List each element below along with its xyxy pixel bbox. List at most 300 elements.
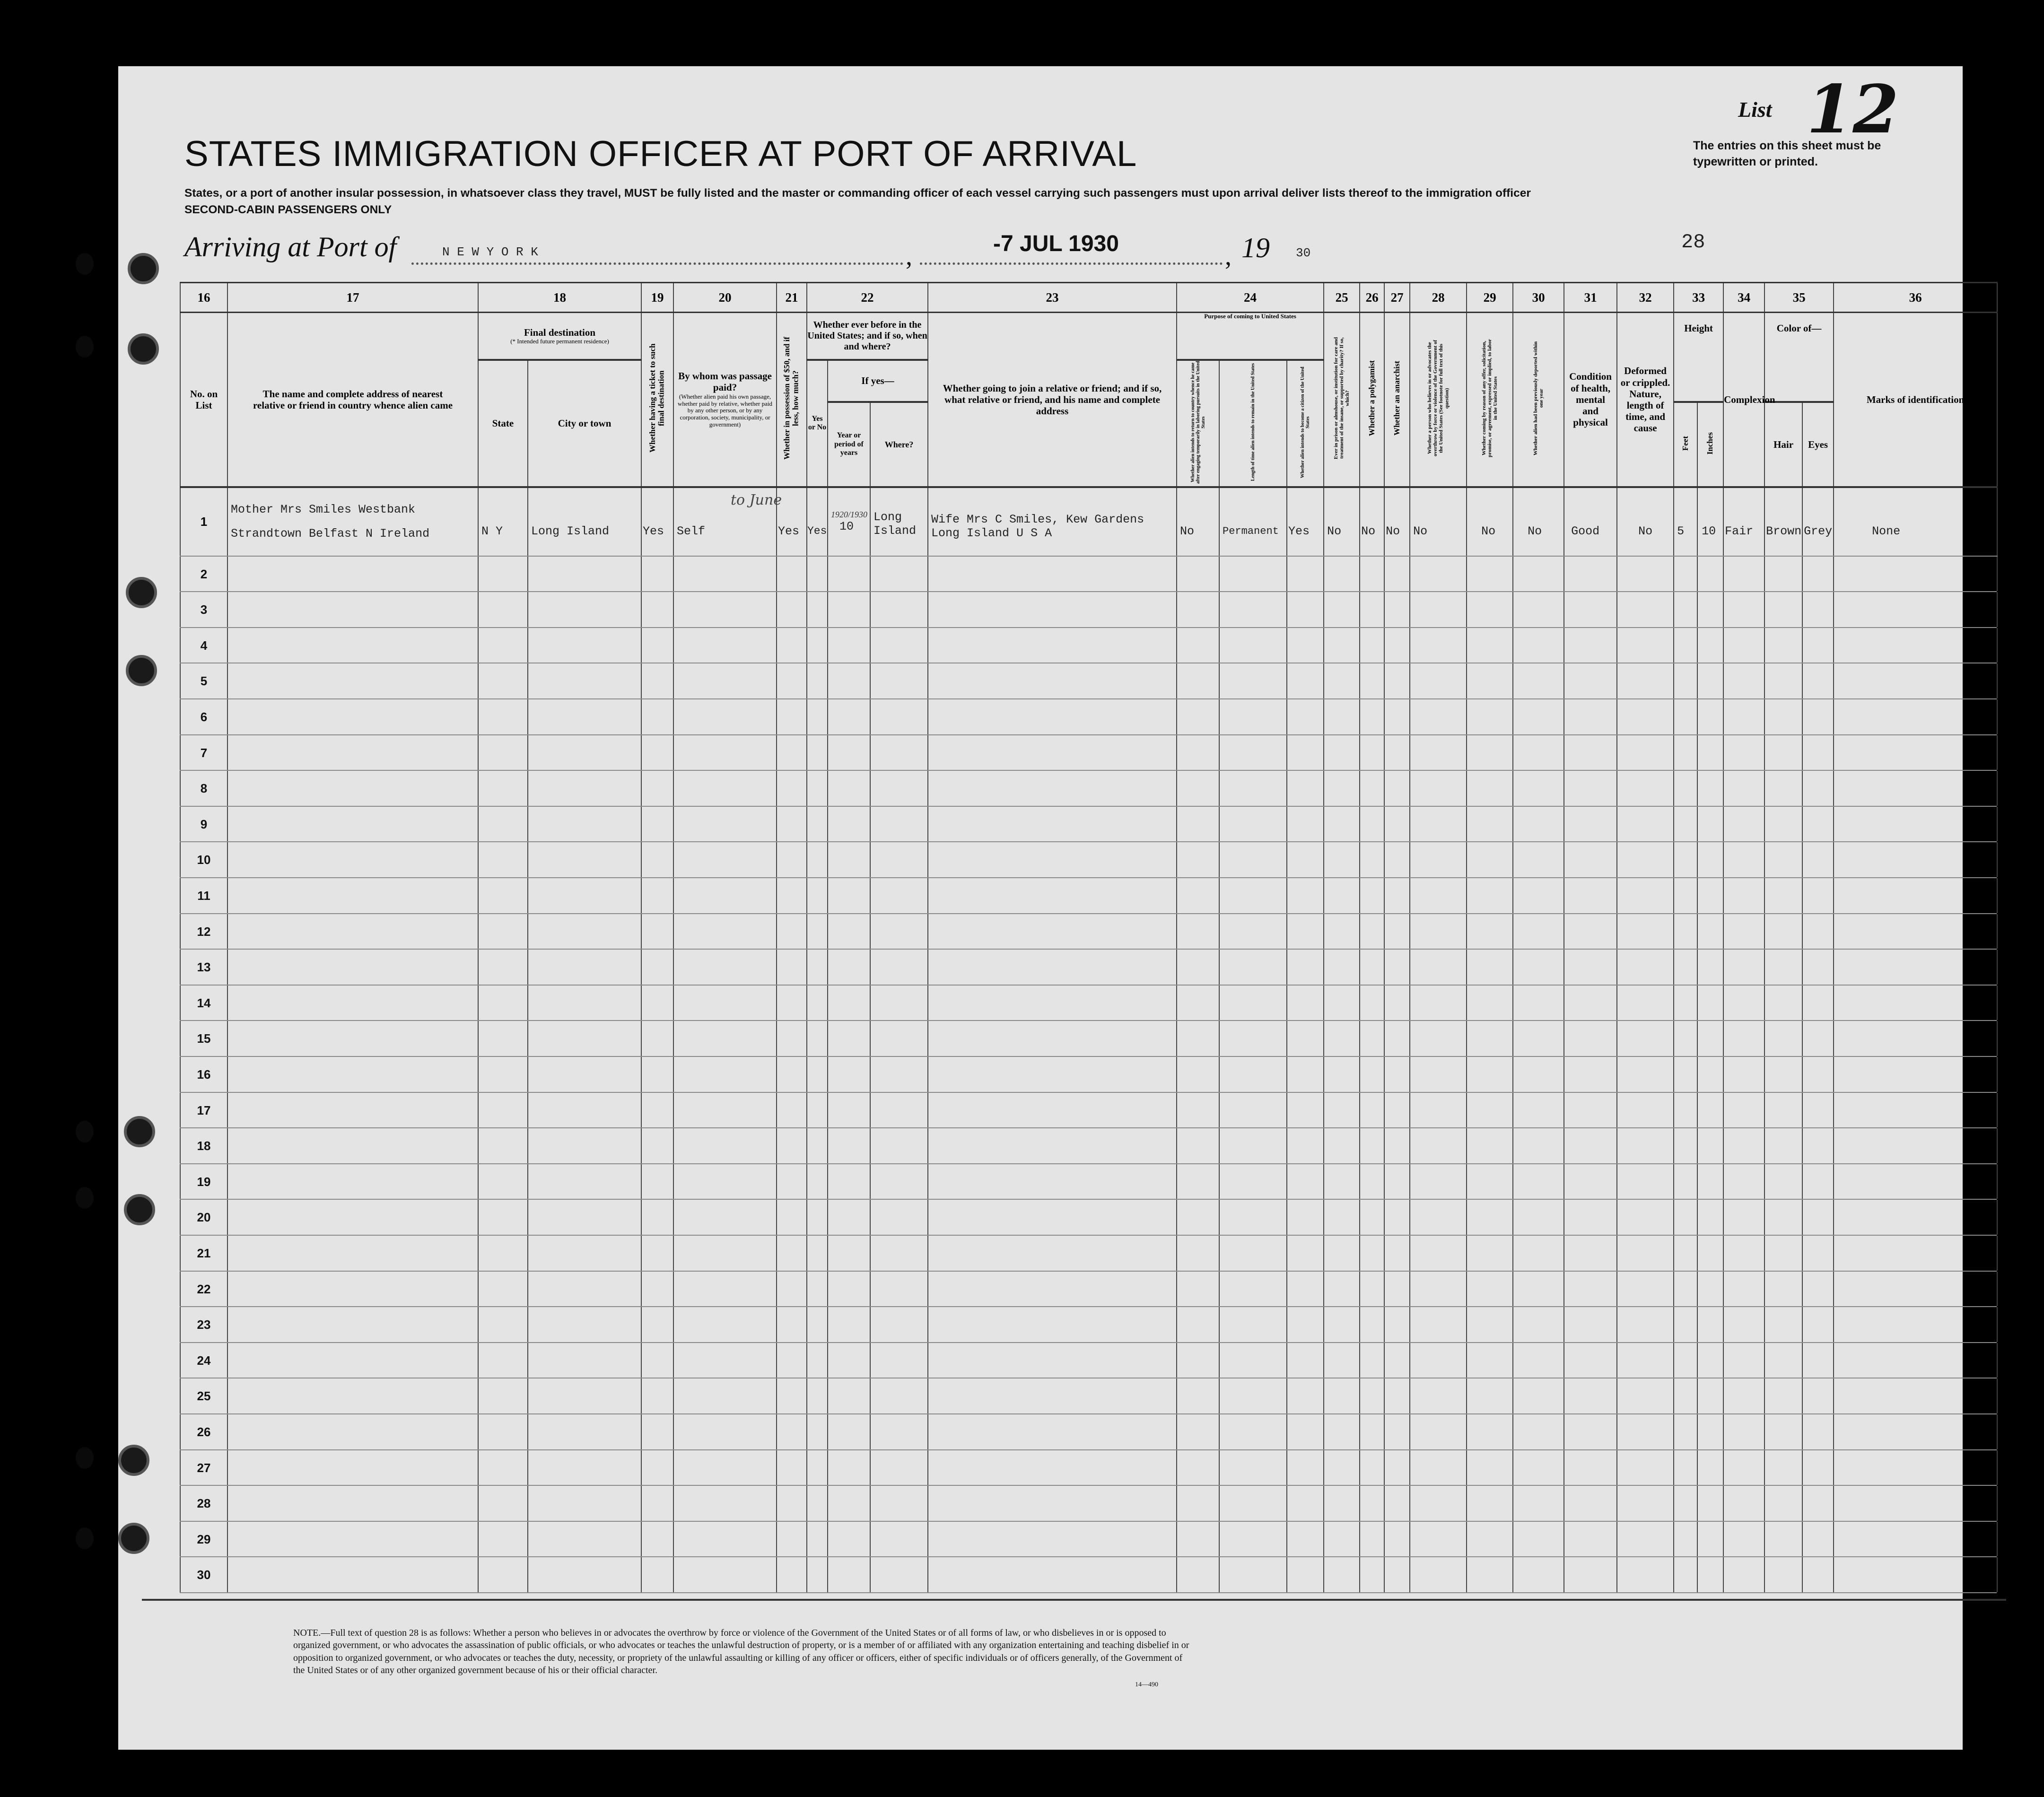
table-cell bbox=[1409, 1343, 1466, 1378]
table-row bbox=[180, 628, 1997, 664]
health-cell: Good bbox=[1564, 487, 1617, 556]
table-cell bbox=[1466, 1200, 1512, 1235]
table-cell bbox=[1219, 663, 1286, 698]
table-cell bbox=[806, 950, 827, 985]
table-row bbox=[180, 1200, 1997, 1236]
table-cell bbox=[1616, 663, 1673, 698]
table-cell bbox=[1219, 950, 1286, 985]
table-cell bbox=[1466, 1343, 1512, 1378]
table-cell bbox=[870, 1450, 927, 1485]
header-overthrow: Whether a person who believes in or advocates the overthrow by force or violence of the Government of the United States (See footnote for full text of this question) bbox=[1410, 313, 1467, 487]
table-cell bbox=[1802, 1522, 1833, 1557]
table-cell bbox=[1723, 1343, 1764, 1378]
table-row bbox=[180, 1057, 1997, 1093]
table-cell bbox=[1564, 1128, 1616, 1163]
table-cell bbox=[527, 1378, 641, 1413]
row-end-border bbox=[1997, 1057, 1998, 1092]
header-join-relative: Whether going to join a relative or friend; and if so, what relative or friend, and his name and complete address bbox=[928, 313, 1177, 487]
column-number: 34 bbox=[1723, 283, 1764, 313]
table-cell bbox=[1359, 771, 1384, 806]
table-cell bbox=[673, 1450, 776, 1485]
table-cell bbox=[1286, 878, 1323, 913]
table-cell bbox=[1512, 986, 1564, 1021]
table-cell bbox=[227, 1450, 478, 1485]
table-cell bbox=[1723, 1522, 1764, 1557]
table-cell bbox=[1286, 1021, 1323, 1056]
table-cell bbox=[806, 735, 827, 770]
table-cell bbox=[1673, 1272, 1697, 1307]
table-cell bbox=[1359, 1272, 1384, 1307]
table-cell bbox=[641, 592, 673, 627]
table-cell bbox=[227, 1200, 478, 1235]
row-number: 7 bbox=[180, 735, 227, 770]
table-cell bbox=[1466, 807, 1512, 842]
table-cell bbox=[1359, 807, 1384, 842]
table-cell bbox=[1219, 735, 1286, 770]
header-anarchist: Whether an anarchist bbox=[1384, 313, 1410, 487]
table-cell bbox=[776, 1307, 806, 1342]
table-cell bbox=[1564, 914, 1616, 949]
table-cell bbox=[1409, 1450, 1466, 1485]
q30-cell: No bbox=[1513, 487, 1564, 556]
table-cell bbox=[1616, 1343, 1673, 1378]
table-cell bbox=[1409, 1236, 1466, 1271]
table-cell bbox=[927, 1057, 1176, 1092]
table-cell bbox=[1564, 1093, 1616, 1128]
table-cell bbox=[673, 842, 776, 877]
row-end-border bbox=[1997, 628, 1998, 663]
row-end-border bbox=[1997, 1414, 1998, 1449]
table-cell bbox=[870, 557, 927, 592]
row-end-border bbox=[1997, 1128, 1998, 1163]
table-cell bbox=[870, 735, 927, 770]
table-cell bbox=[1802, 1272, 1833, 1307]
table-cell bbox=[1512, 807, 1564, 842]
table-cell bbox=[1286, 1557, 1323, 1592]
table-cell bbox=[1286, 699, 1323, 734]
table-cell bbox=[1359, 1307, 1384, 1342]
table-cell bbox=[1219, 1200, 1286, 1235]
relative-line-1: Mother Mrs Smiles Westbank bbox=[231, 503, 416, 517]
table-cell bbox=[1697, 1200, 1723, 1235]
table-cell bbox=[1764, 1414, 1802, 1449]
row-number: 26 bbox=[180, 1414, 227, 1449]
table-cell bbox=[1176, 1057, 1219, 1092]
table-cell bbox=[527, 628, 641, 663]
header-city: City or town bbox=[528, 360, 641, 487]
table-cell bbox=[1673, 1307, 1697, 1342]
table-cell bbox=[1359, 735, 1384, 770]
table-cell bbox=[1764, 1200, 1802, 1235]
table-cell bbox=[927, 628, 1176, 663]
table-cell bbox=[641, 1557, 673, 1592]
table-cell bbox=[1219, 914, 1286, 949]
table-cell bbox=[1723, 592, 1764, 627]
table-row bbox=[180, 1522, 1997, 1558]
table-cell bbox=[1673, 842, 1697, 877]
table-cell bbox=[1409, 950, 1466, 985]
table-cell bbox=[1564, 1486, 1616, 1521]
table-cell bbox=[1466, 628, 1512, 663]
table-cell bbox=[227, 914, 478, 949]
table-row bbox=[180, 914, 1997, 950]
table-cell bbox=[1176, 699, 1219, 734]
table-cell bbox=[527, 842, 641, 877]
table-cell bbox=[1673, 986, 1697, 1021]
table-cell bbox=[673, 1486, 776, 1521]
ticket-cell: Yes bbox=[641, 487, 673, 556]
table-cell bbox=[1323, 1414, 1359, 1449]
table-cell bbox=[806, 557, 827, 592]
table-cell bbox=[1176, 1557, 1219, 1592]
table-cell bbox=[1466, 1557, 1512, 1592]
table-cell bbox=[673, 1057, 776, 1092]
table-cell bbox=[827, 986, 870, 1021]
table-cell bbox=[806, 1307, 827, 1342]
table-cell bbox=[1673, 557, 1697, 592]
table-cell bbox=[1286, 842, 1323, 877]
table-cell bbox=[1286, 1272, 1323, 1307]
table-cell bbox=[1764, 914, 1802, 949]
table-cell bbox=[1697, 628, 1723, 663]
table-cell bbox=[673, 1378, 776, 1413]
table-cell bbox=[1616, 1200, 1673, 1235]
table-cell bbox=[827, 1164, 870, 1199]
table-cell bbox=[776, 1272, 806, 1307]
table-cell bbox=[527, 1272, 641, 1307]
table-cell bbox=[1673, 1522, 1697, 1557]
table-cell bbox=[827, 592, 870, 627]
table-row bbox=[180, 1450, 1997, 1486]
header-height: Height bbox=[1674, 313, 1723, 402]
table-cell bbox=[1384, 1414, 1409, 1449]
row-end-border bbox=[1997, 1272, 1998, 1307]
column-number: 31 bbox=[1564, 283, 1617, 313]
row-number: 8 bbox=[180, 771, 227, 806]
table-cell bbox=[1323, 1021, 1359, 1056]
table-cell bbox=[1512, 1057, 1564, 1092]
year-suffix: 30 bbox=[1296, 246, 1311, 260]
table-row bbox=[180, 735, 1997, 771]
header-no-on-list: No. on List bbox=[180, 313, 227, 487]
row-end-border bbox=[1997, 914, 1998, 949]
row-end-border bbox=[1997, 557, 1998, 592]
table-cell bbox=[1323, 628, 1359, 663]
class-line: SECOND-CABIN PASSENGERS ONLY bbox=[184, 203, 392, 216]
table-cell bbox=[1564, 735, 1616, 770]
table-cell bbox=[1723, 1164, 1764, 1199]
table-cell bbox=[1833, 1522, 1997, 1557]
table-cell bbox=[1697, 699, 1723, 734]
table-row bbox=[180, 699, 1997, 735]
table-cell bbox=[1219, 557, 1286, 592]
table-cell bbox=[227, 986, 478, 1021]
table-cell bbox=[1409, 592, 1466, 627]
table-cell bbox=[478, 557, 527, 592]
header-if-yes: If yes— bbox=[828, 360, 928, 402]
table-cell bbox=[1384, 1200, 1409, 1235]
table-cell bbox=[1833, 807, 1997, 842]
table-cell bbox=[1359, 1236, 1384, 1271]
table-cell bbox=[1833, 771, 1997, 806]
table-cell bbox=[1286, 592, 1323, 627]
table-cell bbox=[927, 1486, 1176, 1521]
table-row bbox=[180, 842, 1997, 878]
table-cell bbox=[1616, 914, 1673, 949]
table-cell bbox=[1323, 771, 1359, 806]
table-cell bbox=[1384, 986, 1409, 1021]
table-cell bbox=[227, 735, 478, 770]
table-cell bbox=[827, 1236, 870, 1271]
table-cell bbox=[1764, 735, 1802, 770]
table-cell bbox=[1616, 1522, 1673, 1557]
table-cell bbox=[827, 735, 870, 770]
table-cell bbox=[1802, 1164, 1833, 1199]
table-cell bbox=[478, 1450, 527, 1485]
column-number: 24 bbox=[1177, 283, 1324, 313]
table-cell bbox=[1359, 878, 1384, 913]
table-cell bbox=[870, 1200, 927, 1235]
table-cell bbox=[1833, 1057, 1997, 1092]
table-cell bbox=[1286, 950, 1323, 985]
table-cell bbox=[827, 950, 870, 985]
punch-hole bbox=[118, 1523, 149, 1554]
table-cell bbox=[1697, 1343, 1723, 1378]
table-cell bbox=[1723, 1236, 1764, 1271]
table-cell bbox=[1512, 663, 1564, 698]
table-cell bbox=[806, 1414, 827, 1449]
table-cell bbox=[1697, 1128, 1723, 1163]
table-cell bbox=[1697, 1307, 1723, 1342]
row-end-border bbox=[1997, 1021, 1998, 1056]
table-cell bbox=[870, 950, 927, 985]
relative-address-cell bbox=[227, 487, 478, 556]
table-cell bbox=[1564, 986, 1616, 1021]
table-cell bbox=[1833, 1343, 1997, 1378]
table-cell bbox=[1176, 1128, 1219, 1163]
table-cell bbox=[1764, 1128, 1802, 1163]
punch-hole bbox=[118, 1445, 149, 1476]
row-number: 10 bbox=[180, 842, 227, 877]
row-end-border bbox=[1997, 1236, 1998, 1271]
table-cell bbox=[1802, 699, 1833, 734]
table-cell bbox=[776, 1128, 806, 1163]
table-cell bbox=[673, 1093, 776, 1128]
table-cell bbox=[1802, 842, 1833, 877]
table-cell bbox=[1409, 1414, 1466, 1449]
table-cell bbox=[1616, 986, 1673, 1021]
table-cell bbox=[1409, 1200, 1466, 1235]
table-cell bbox=[1512, 1093, 1564, 1128]
comma-1: , bbox=[906, 242, 912, 271]
table-cell bbox=[776, 663, 806, 698]
table-cell bbox=[1359, 628, 1384, 663]
form-number: 14—490 bbox=[1135, 1681, 1158, 1688]
table-cell bbox=[776, 878, 806, 913]
binder-hole bbox=[76, 1447, 94, 1469]
table-cell bbox=[827, 807, 870, 842]
table-cell bbox=[673, 592, 776, 627]
table-cell bbox=[1323, 663, 1359, 698]
row-number: 2 bbox=[180, 557, 227, 592]
hair-cell: Brown bbox=[1764, 487, 1802, 556]
header-yes-no: Yes or No bbox=[807, 360, 828, 487]
table-cell bbox=[641, 986, 673, 1021]
row-number: 9 bbox=[180, 807, 227, 842]
table-cell bbox=[1219, 628, 1286, 663]
table-row bbox=[180, 1378, 1997, 1414]
row-number: 4 bbox=[180, 628, 227, 663]
table-cell bbox=[1723, 986, 1764, 1021]
table-cell bbox=[806, 878, 827, 913]
table-cell bbox=[927, 557, 1176, 592]
table-cell bbox=[870, 628, 927, 663]
entries-note: The entries on this sheet must be typewritten or printed. bbox=[1693, 139, 1881, 168]
table-cell bbox=[1384, 914, 1409, 949]
table-cell bbox=[827, 1450, 870, 1485]
table-cell bbox=[673, 628, 776, 663]
table-cell bbox=[870, 1128, 927, 1163]
table-cell bbox=[1323, 1450, 1359, 1485]
table-cell bbox=[227, 842, 478, 877]
table-cell bbox=[806, 1057, 827, 1092]
table-cell bbox=[1359, 1057, 1384, 1092]
table-cell bbox=[1697, 1486, 1723, 1521]
table-cell bbox=[478, 1378, 527, 1413]
table-cell bbox=[1359, 592, 1384, 627]
table-cell bbox=[1286, 1057, 1323, 1092]
table-cell bbox=[478, 1093, 527, 1128]
table-cell bbox=[806, 1522, 827, 1557]
table-cell bbox=[1673, 950, 1697, 985]
column-number-row bbox=[180, 283, 1997, 313]
table-cell bbox=[1466, 1307, 1512, 1342]
header-feet: Feet bbox=[1674, 402, 1697, 487]
table-cell bbox=[673, 735, 776, 770]
table-cell bbox=[1219, 592, 1286, 627]
port-underline bbox=[411, 262, 903, 265]
table-cell bbox=[1359, 1128, 1384, 1163]
table-cell bbox=[1466, 1093, 1512, 1128]
instruction-text: States, or a port of another insular possession, in whatsoever class they travel, MUST be fully listed and the master or commanding officer of each vessel carrying such passengers must upon arrival deliver lists thereof to the immigration officer bbox=[184, 187, 1531, 200]
table-cell bbox=[1323, 1057, 1359, 1092]
table-cell bbox=[1359, 842, 1384, 877]
table-cell bbox=[1833, 557, 1997, 592]
table-cell bbox=[1802, 1021, 1833, 1056]
binder-hole bbox=[76, 1187, 94, 1209]
table-cell bbox=[478, 735, 527, 770]
row-end-border bbox=[1997, 1557, 1998, 1592]
punch-hole bbox=[128, 253, 159, 284]
table-cell bbox=[527, 878, 641, 913]
table-cell bbox=[1802, 950, 1833, 985]
table-cell bbox=[1764, 699, 1802, 734]
table-cell bbox=[1286, 807, 1323, 842]
table-cell bbox=[1323, 1236, 1359, 1271]
table-cell bbox=[1512, 1021, 1564, 1056]
table-cell bbox=[1764, 663, 1802, 698]
table-cell bbox=[1286, 628, 1323, 663]
table-cell bbox=[1384, 771, 1409, 806]
header-paid-by: By whom was passage paid? (Whether alien paid his own passage, whether paid by relative, whether paid by any other person, or by any corporation, society, municipality, or government) bbox=[673, 313, 777, 487]
table-cell bbox=[1616, 1021, 1673, 1056]
table-cell bbox=[1286, 663, 1323, 698]
table-cell bbox=[1564, 842, 1616, 877]
column-number: 17 bbox=[227, 283, 478, 313]
table-cell bbox=[776, 807, 806, 842]
table-cell bbox=[478, 663, 527, 698]
column-number: 35 bbox=[1764, 283, 1834, 313]
table-cell bbox=[1359, 1093, 1384, 1128]
table-cell bbox=[1512, 1486, 1564, 1521]
table-cell bbox=[1176, 1307, 1219, 1342]
table-cell bbox=[1323, 1272, 1359, 1307]
column-number: 23 bbox=[928, 283, 1177, 313]
table-cell bbox=[1466, 663, 1512, 698]
table-cell bbox=[1802, 557, 1833, 592]
binder-hole bbox=[76, 1527, 94, 1549]
join-relative-cell: Wife Mrs C Smiles, Kew Gardens Long Island U S A bbox=[928, 487, 1177, 556]
table-cell bbox=[641, 1128, 673, 1163]
table-cell bbox=[827, 628, 870, 663]
table-cell bbox=[806, 1236, 827, 1271]
table-row bbox=[180, 1307, 1997, 1343]
table-cell bbox=[776, 986, 806, 1021]
table-cell bbox=[478, 842, 527, 877]
table-cell bbox=[1697, 878, 1723, 913]
table-cell bbox=[1384, 842, 1409, 877]
table-cell bbox=[1384, 1128, 1409, 1163]
table-cell bbox=[806, 1378, 827, 1413]
table-cell bbox=[1697, 842, 1723, 877]
table-cell bbox=[1286, 735, 1323, 770]
binder-hole bbox=[76, 336, 94, 358]
table-cell bbox=[1323, 1128, 1359, 1163]
header-labor-offer: Whether coming by reason of any offer, solicitation, promise, or agreement, expressed or implied, to labor in the United States bbox=[1467, 313, 1513, 487]
table-cell bbox=[1723, 950, 1764, 985]
table-cell bbox=[478, 1164, 527, 1199]
table-cell bbox=[1384, 592, 1409, 627]
table-cell bbox=[776, 1378, 806, 1413]
city-cell: Long Island bbox=[528, 487, 641, 556]
table-cell bbox=[673, 1200, 776, 1235]
table-cell bbox=[1802, 1378, 1833, 1413]
table-cell bbox=[673, 807, 776, 842]
header-color-of: Color of— bbox=[1764, 313, 1834, 402]
table-cell bbox=[1384, 1236, 1409, 1271]
table-cell bbox=[1384, 950, 1409, 985]
table-cell bbox=[1219, 807, 1286, 842]
table-cell bbox=[1833, 1021, 1997, 1056]
header-prison: Ever in prison or almshouse, or institution for care and treatment of the insane, or supported by charity? If so, which? bbox=[1324, 313, 1360, 487]
row-end-border bbox=[1997, 1164, 1998, 1199]
table-cell bbox=[673, 1272, 776, 1307]
table-cell bbox=[1764, 1021, 1802, 1056]
row-end-border bbox=[1997, 986, 1998, 1021]
table-cell bbox=[641, 1057, 673, 1092]
table-cell bbox=[827, 1378, 870, 1413]
table-cell bbox=[870, 699, 927, 734]
table-cell bbox=[527, 1128, 641, 1163]
table-cell bbox=[641, 1236, 673, 1271]
table-cell bbox=[1466, 914, 1512, 949]
table-cell bbox=[478, 1522, 527, 1557]
table-cell bbox=[927, 1164, 1176, 1199]
table-cell bbox=[1564, 1272, 1616, 1307]
table-cell bbox=[478, 878, 527, 913]
header-row-1 bbox=[180, 313, 1997, 360]
table-cell bbox=[806, 771, 827, 806]
